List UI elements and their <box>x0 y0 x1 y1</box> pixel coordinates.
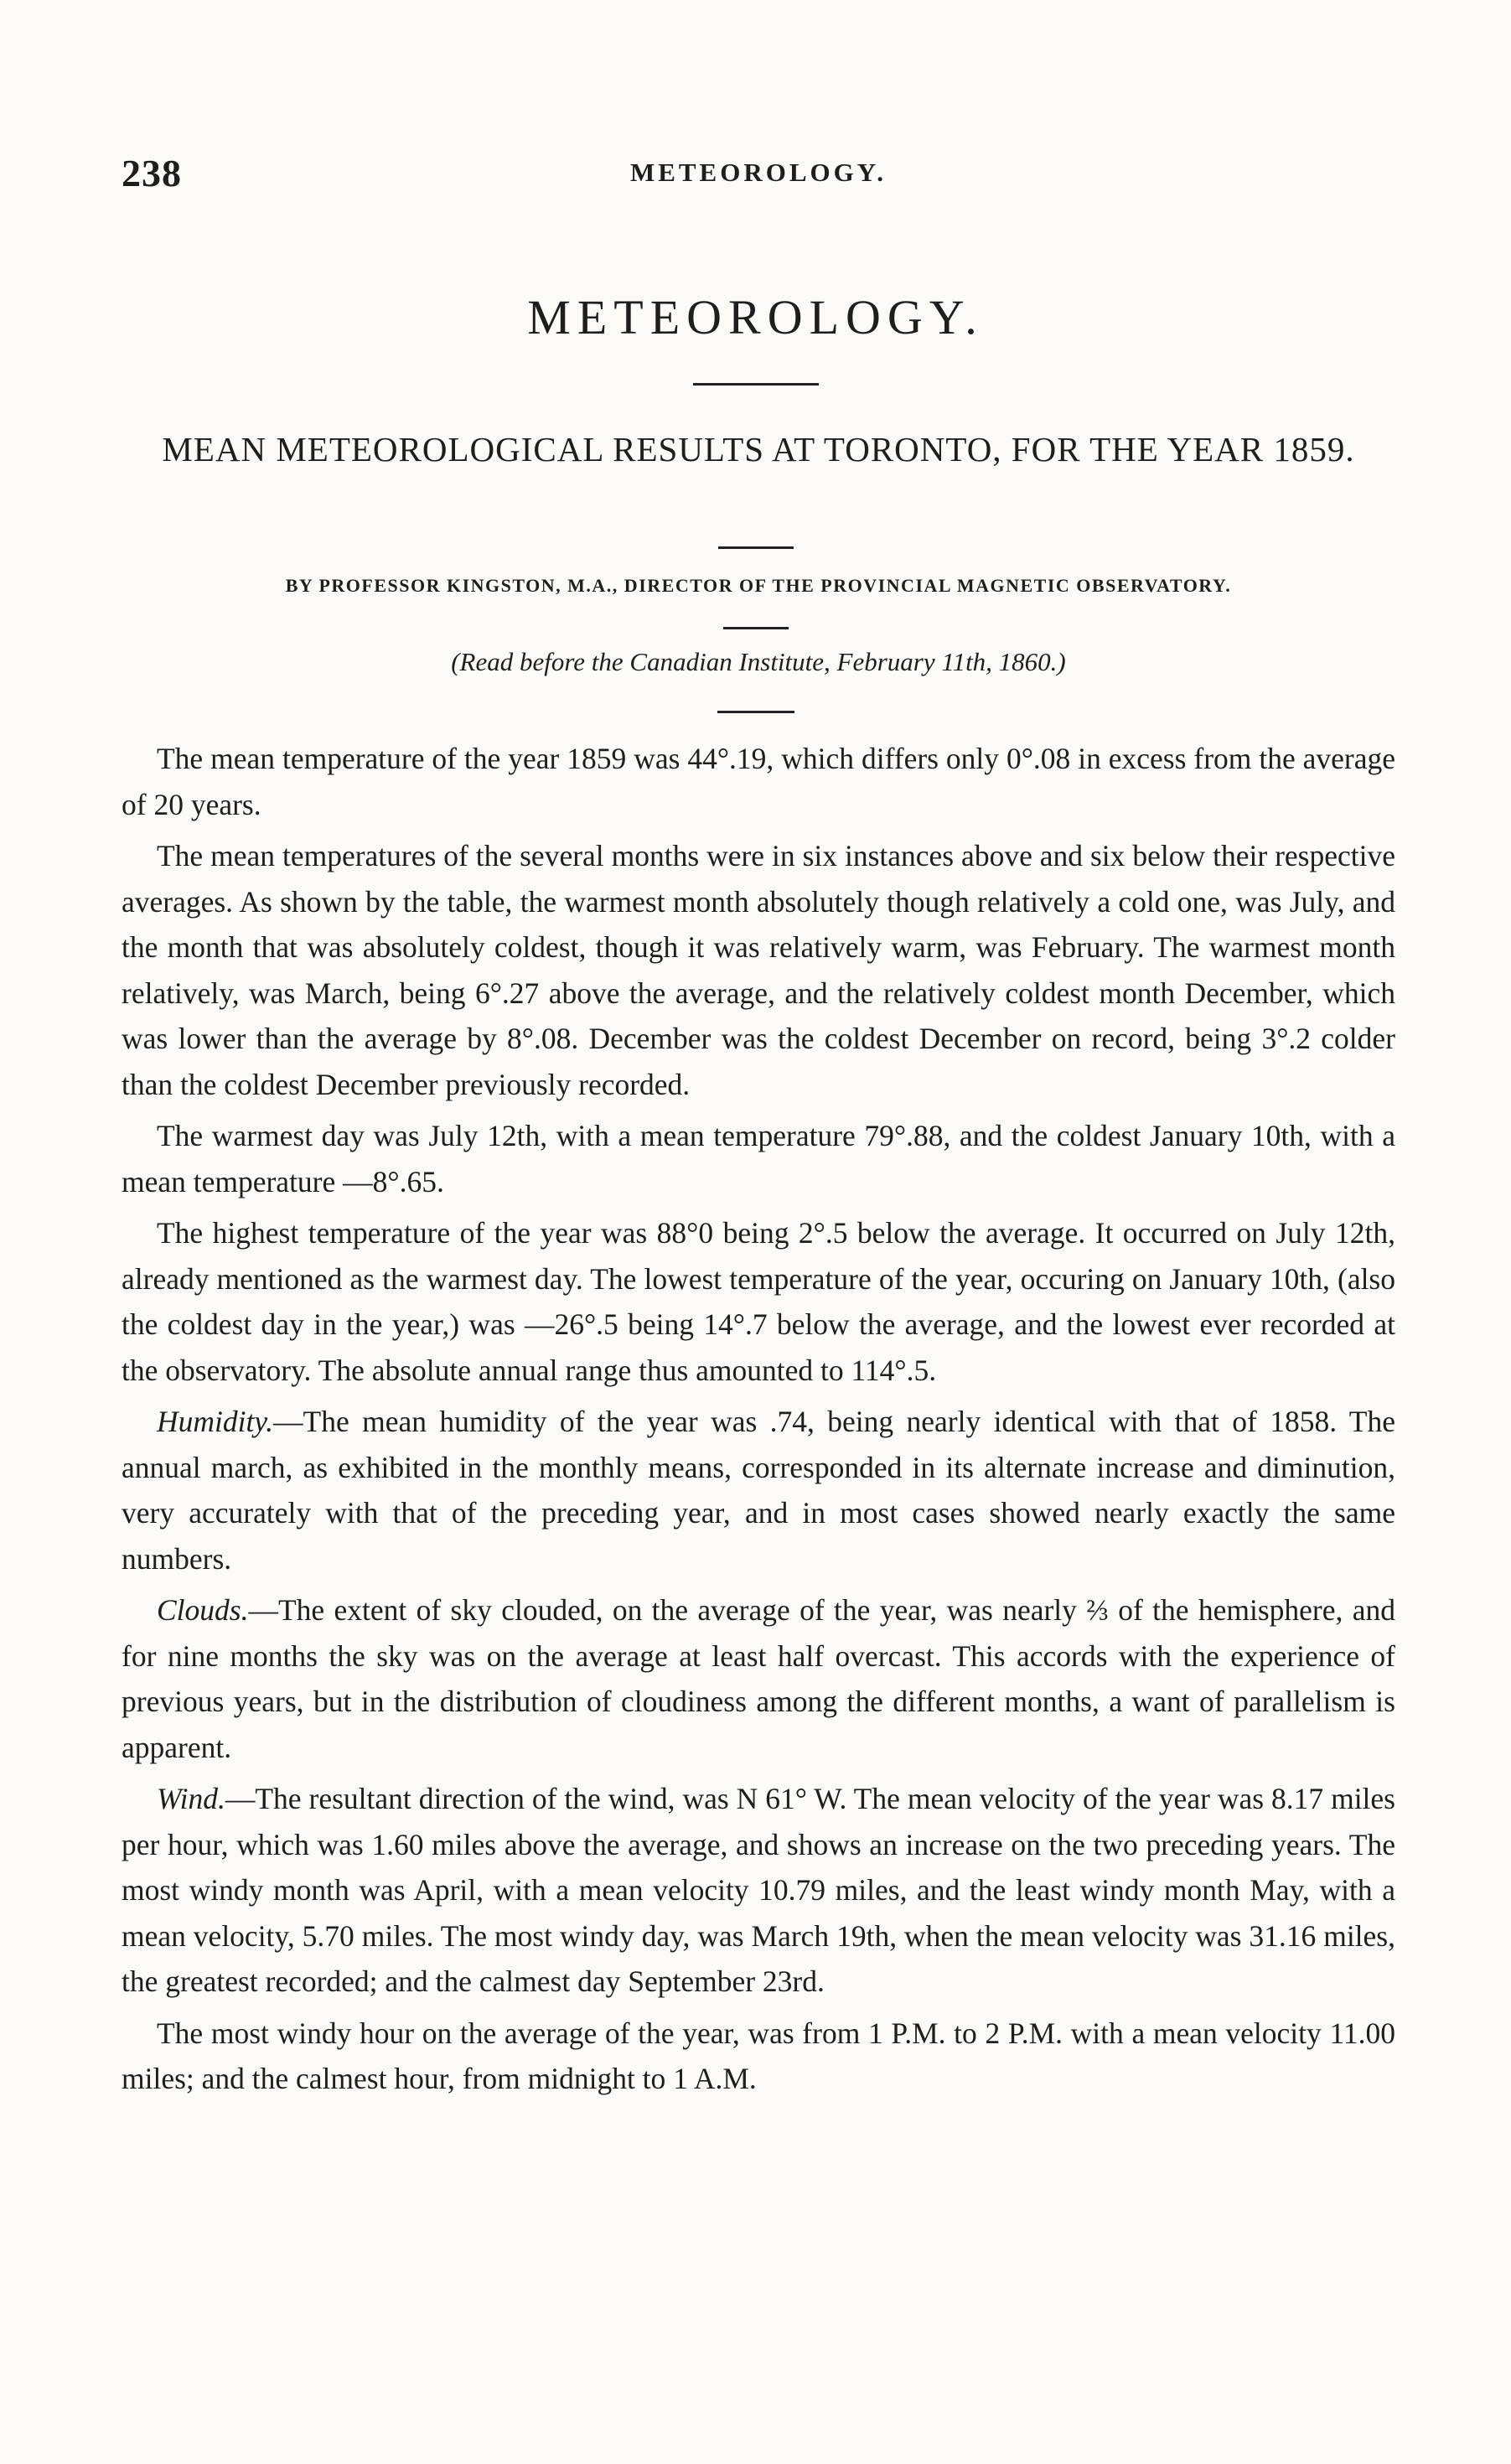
running-head <box>122 151 1395 201</box>
byline-divider <box>723 627 789 629</box>
title-divider <box>718 546 794 549</box>
clouds-text: —The extent of sky clouded, on the average of the year, was nearly ⅔ of the hemisphere, and for nine months the sky was on the average at least half overcast. This accords with the experience of previous years, but in the distribution of cloudiness among the different months, a want of parallelism is apparent. <box>122 1593 1395 1764</box>
clouds-label: Clouds. <box>157 1593 249 1627</box>
paragraph-wind <box>122 1776 1395 2005</box>
wind-text: —The resultant direction of the wind, was N 61° W. The mean velocity of the year was 8.17 miles per hour, which was 1.60 miles above the average, and shows an increase on the two preceding years. The most windy month was April, with a mean velocity 10.79 miles, and the least windy month May, with a mean velocity, 5.70 miles. The most windy day, was March 19th, when the mean velocity was 31.16 miles, the greatest recorded; and the calmest day September 23rd. <box>122 1782 1395 1998</box>
paragraph-clouds <box>122 1587 1395 1770</box>
note-divider <box>717 711 794 713</box>
paragraph-warmest-day: The warmest day was July 12th, with a mean temperature 79°.88, and the coldest January 10th, with a mean temperature —8°.65. <box>122 1119 1395 1198</box>
paragraph-monthly-temperatures: The mean temperatures of the several months were in six instances above and six below their respective averages. As shown by the table, the warmest month absolutely though relatively a cold one, was July, and the month that was absolutely coldest, though it was relatively warm, was February. The warmest month relatively, was March, being 6°.27 above the average, and the relatively coldest month December, which was lower than the average by 8°.08. December was the coldest December on record, being 3°.2 colder than the coldest December previously recorded. <box>122 839 1395 1101</box>
article-title: MEAN METEOROLOGICAL RESULTS AT TORONTO, FOR THE YEAR 1859. <box>162 430 1355 468</box>
paragraph-temperature-extremes: The highest temperature of the year was 88°0 being 2°.5 below the average. It occurred on July 12th, already mentioned as the warmest day. The lowest temperature of the year, occuring on January 10th, (also the coldest day in the year,) was —26°.5 being 14°.7 below the average, and the lowest ever recorded at the observatory. The absolute annual range thus amounted to 114°.5. <box>122 1216 1395 1387</box>
article-body <box>122 736 1395 2108</box>
paragraph-humidity <box>122 1399 1395 1581</box>
humidity-text: —The mean humidity of the year was .74, being nearly identical with that of 1858. The annual march, as exhibited in the monthly means, corresponded in its alternate increase and diminution, very accurately with that of the preceding year, and in most cases showed nearly exactly the same numbers. <box>122 1405 1395 1576</box>
byline: BY PROFESSOR KINGSTON, M.A., DIRECTOR OF THE PROVINCIAL MAGNETIC OBSERVATORY. <box>285 575 1232 596</box>
running-title: METEOROLOGY. <box>629 158 887 187</box>
paragraph-mean-temperature: The mean temperature of the year 1859 was 44°.19, which differs only 0°.08 in excess from the average of 20 years. <box>122 742 1395 821</box>
page-number: 238 <box>122 152 182 194</box>
title-divider <box>693 383 819 386</box>
humidity-label: Humidity. <box>157 1405 274 1438</box>
wind-label: Wind. <box>157 1782 225 1815</box>
paragraph-windy-hour: The most windy hour on the average of the year, was from 1 P.M. to 2 P.M. with a mean velocity 11.00 miles; and the calmest hour, from midnight to 1 A.M. <box>122 2016 1395 2095</box>
read-note: (Read before the Canadian Institute, February 11th, 1860.) <box>451 647 1066 676</box>
main-title: METEOROLOGY. <box>527 290 984 344</box>
